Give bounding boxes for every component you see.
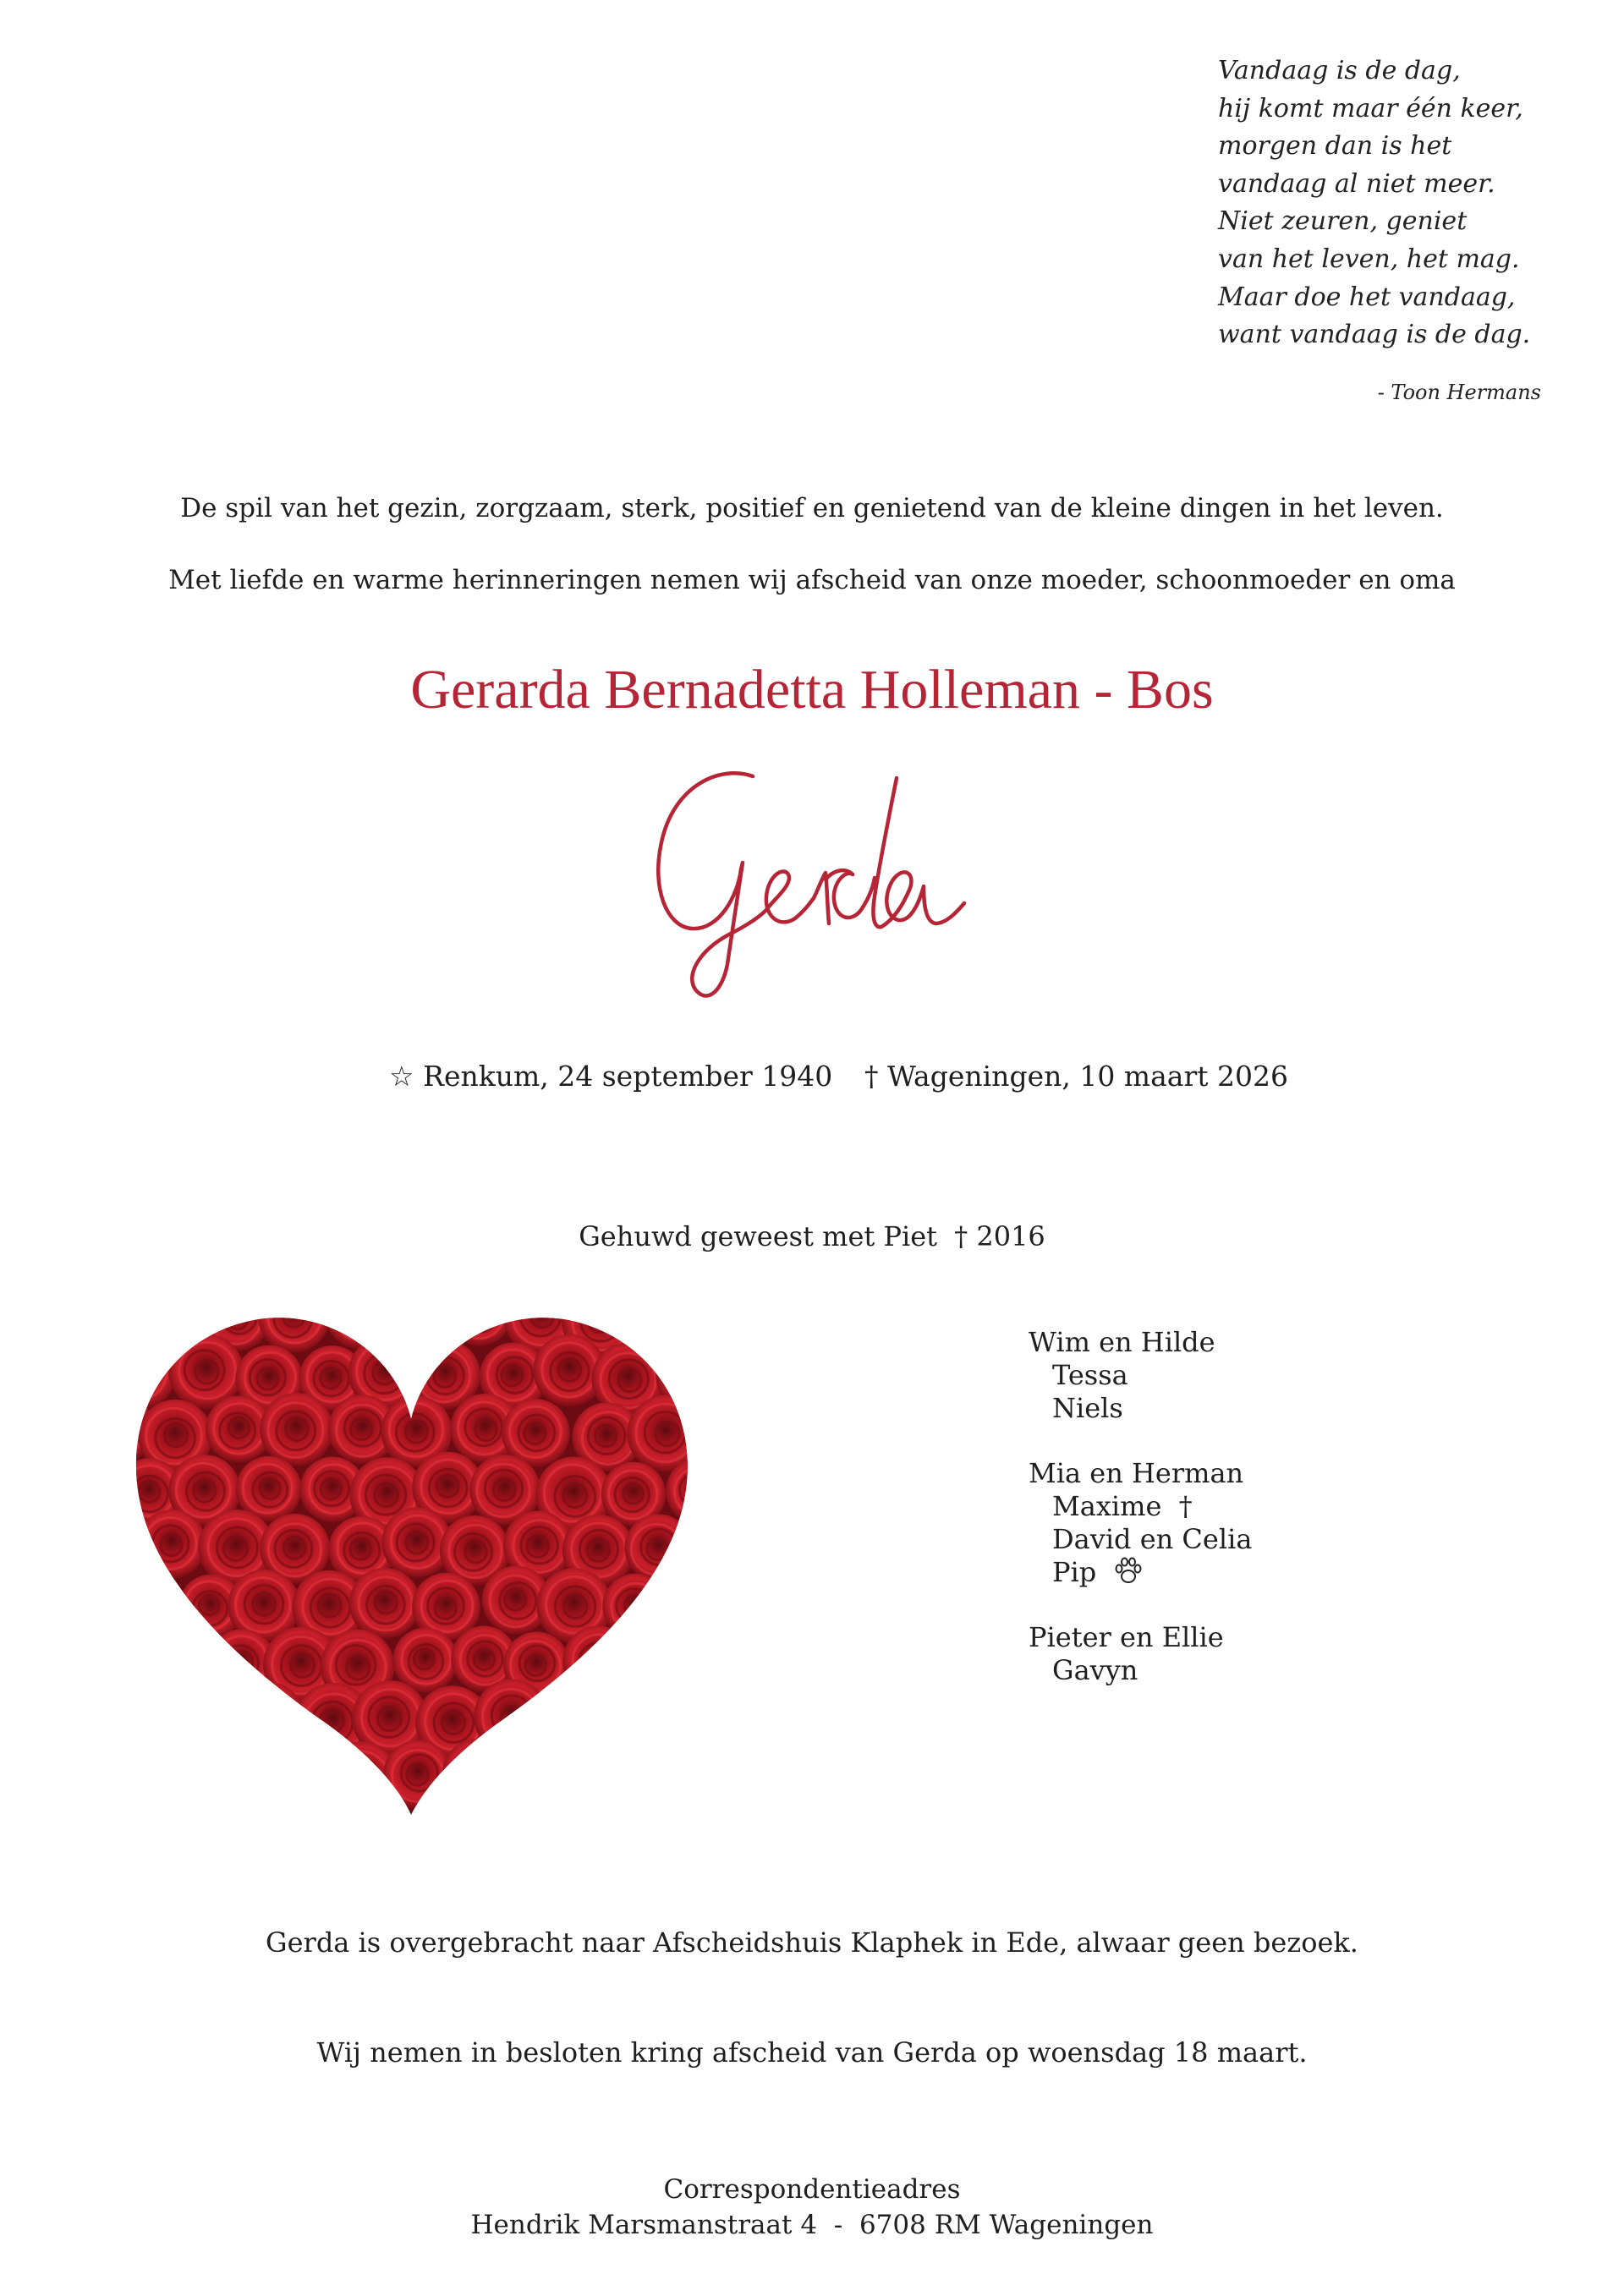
poem-line: Maar doe het vandaag,: [1218, 282, 1516, 312]
rose-flower: [390, 1301, 458, 1351]
intro-line-1: De spil van het gezin, zorgzaam, sterk, positief en genietend van de kleine dingen in het leven.: [180, 493, 1444, 523]
rose-flower: [602, 1574, 667, 1639]
family-group: [1029, 1621, 1252, 1687]
correspondence-address: Hendrik Marsmanstraat 4 - 6708 RM Wageningen: [470, 2210, 1154, 2240]
rose-flower: [115, 1683, 180, 1756]
rose-flower: [383, 1740, 452, 1809]
birth-text: Renkum, 24 september 1940: [423, 1060, 833, 1093]
rose-flower: [535, 1689, 606, 1759]
rose-flower: [349, 1568, 420, 1639]
family-child: David en Celia: [1052, 1523, 1253, 1555]
marriage-year: 2016: [976, 1220, 1045, 1252]
rose-flower: [260, 1393, 333, 1466]
rose-flower: [623, 1301, 692, 1351]
poem-line: vandaag al niet meer.: [1218, 168, 1495, 199]
rose-flower: [115, 1571, 178, 1644]
rose-flower: [507, 1745, 579, 1817]
rose-flower: [168, 1686, 234, 1752]
rose-flower: [115, 1743, 148, 1815]
rose-flower: [137, 1510, 206, 1578]
family-child: [1029, 1490, 1252, 1523]
rose-flower: [115, 1301, 148, 1351]
marriage-text: Gehuwd geweest met Piet: [579, 1220, 937, 1252]
star-icon: ☆: [389, 1060, 414, 1093]
rose-flower: [474, 1679, 549, 1754]
poem-line: Niet zeuren, geniet: [1218, 206, 1468, 237]
rose-flower: [322, 1741, 399, 1818]
nickname-script: [592, 761, 1032, 1006]
notice-line-2: Wij nemen in besloten kring afscheid van Gerda op woensdag 18 maart.: [316, 2036, 1308, 2069]
rose-heart-image: [115, 1301, 707, 1825]
rose-flower: [656, 1690, 707, 1755]
death-info: [864, 1060, 1288, 1093]
cross-icon: †: [864, 1060, 879, 1093]
rose-flower: [656, 1570, 707, 1637]
rose-flower: [442, 1739, 513, 1810]
family-parents: Wim en Hilde: [1029, 1326, 1215, 1358]
paw-icon: [1113, 1556, 1144, 1585]
poem-line: morgen dan is het: [1218, 131, 1452, 162]
poem-line: van het leven, het mag.: [1218, 244, 1520, 274]
correspondence: [0, 2172, 1624, 2243]
family-child: Niels: [1052, 1392, 1123, 1424]
family-child-name: Pip: [1052, 1556, 1097, 1588]
rose-flower: [629, 1739, 705, 1814]
correspondence-label: Correspondentieadres: [663, 2174, 961, 2205]
family-child: Gavyn: [1052, 1654, 1138, 1686]
poem-author: - Toon Hermans: [1377, 381, 1541, 404]
rose-flower: [265, 1739, 343, 1817]
rose-flower: [140, 1744, 212, 1816]
family-group: [1029, 1326, 1252, 1425]
family-list: [1029, 1326, 1252, 1719]
rose-flower: [624, 1514, 692, 1581]
rose-flower: [197, 1740, 265, 1808]
marriage-line: [0, 1220, 1624, 1252]
poem-line: hij komt maar één keer,: [1218, 93, 1523, 123]
intro-line-2: Met liefde en warme herinneringen nemen wij afscheid van onze moeder, schoonmoeder en oma: [168, 565, 1456, 595]
family-child-name: Maxime: [1052, 1490, 1162, 1522]
family-child: [1029, 1556, 1252, 1589]
rose-flower: [595, 1687, 670, 1762]
rose-flower: [115, 1622, 150, 1696]
rose-flower: [562, 1625, 633, 1696]
notice-line-1: Gerda is overgebracht naar Afscheidshuis Klaphek in Ede, alwaar geen bezoek.: [266, 1926, 1358, 1959]
family-parents: Mia en Herman: [1029, 1457, 1244, 1489]
deceased-full-name: Gerarda Bernadetta Holleman - Bos: [410, 659, 1214, 721]
poem-line: want vandaag is de dag.: [1218, 320, 1531, 350]
family-parents: Pieter en Ellie: [1029, 1621, 1224, 1653]
rose-flower: [115, 1510, 145, 1581]
birth-info: [389, 1060, 832, 1093]
cross-icon: †: [954, 1220, 968, 1252]
rose-flower: [625, 1625, 692, 1692]
poem-line: Vandaag is de dag,: [1218, 56, 1461, 85]
rose-flower: [627, 1395, 704, 1471]
poem: [1218, 52, 1573, 354]
rose-flower: [230, 1682, 305, 1757]
family-child: Tessa: [1052, 1359, 1128, 1391]
cross-icon: †: [1178, 1490, 1193, 1522]
family-group: [1029, 1457, 1252, 1589]
death-text: Wageningen, 10 maart 2026: [887, 1060, 1288, 1093]
rose-flower: [140, 1622, 212, 1695]
rose-flower: [567, 1739, 644, 1816]
